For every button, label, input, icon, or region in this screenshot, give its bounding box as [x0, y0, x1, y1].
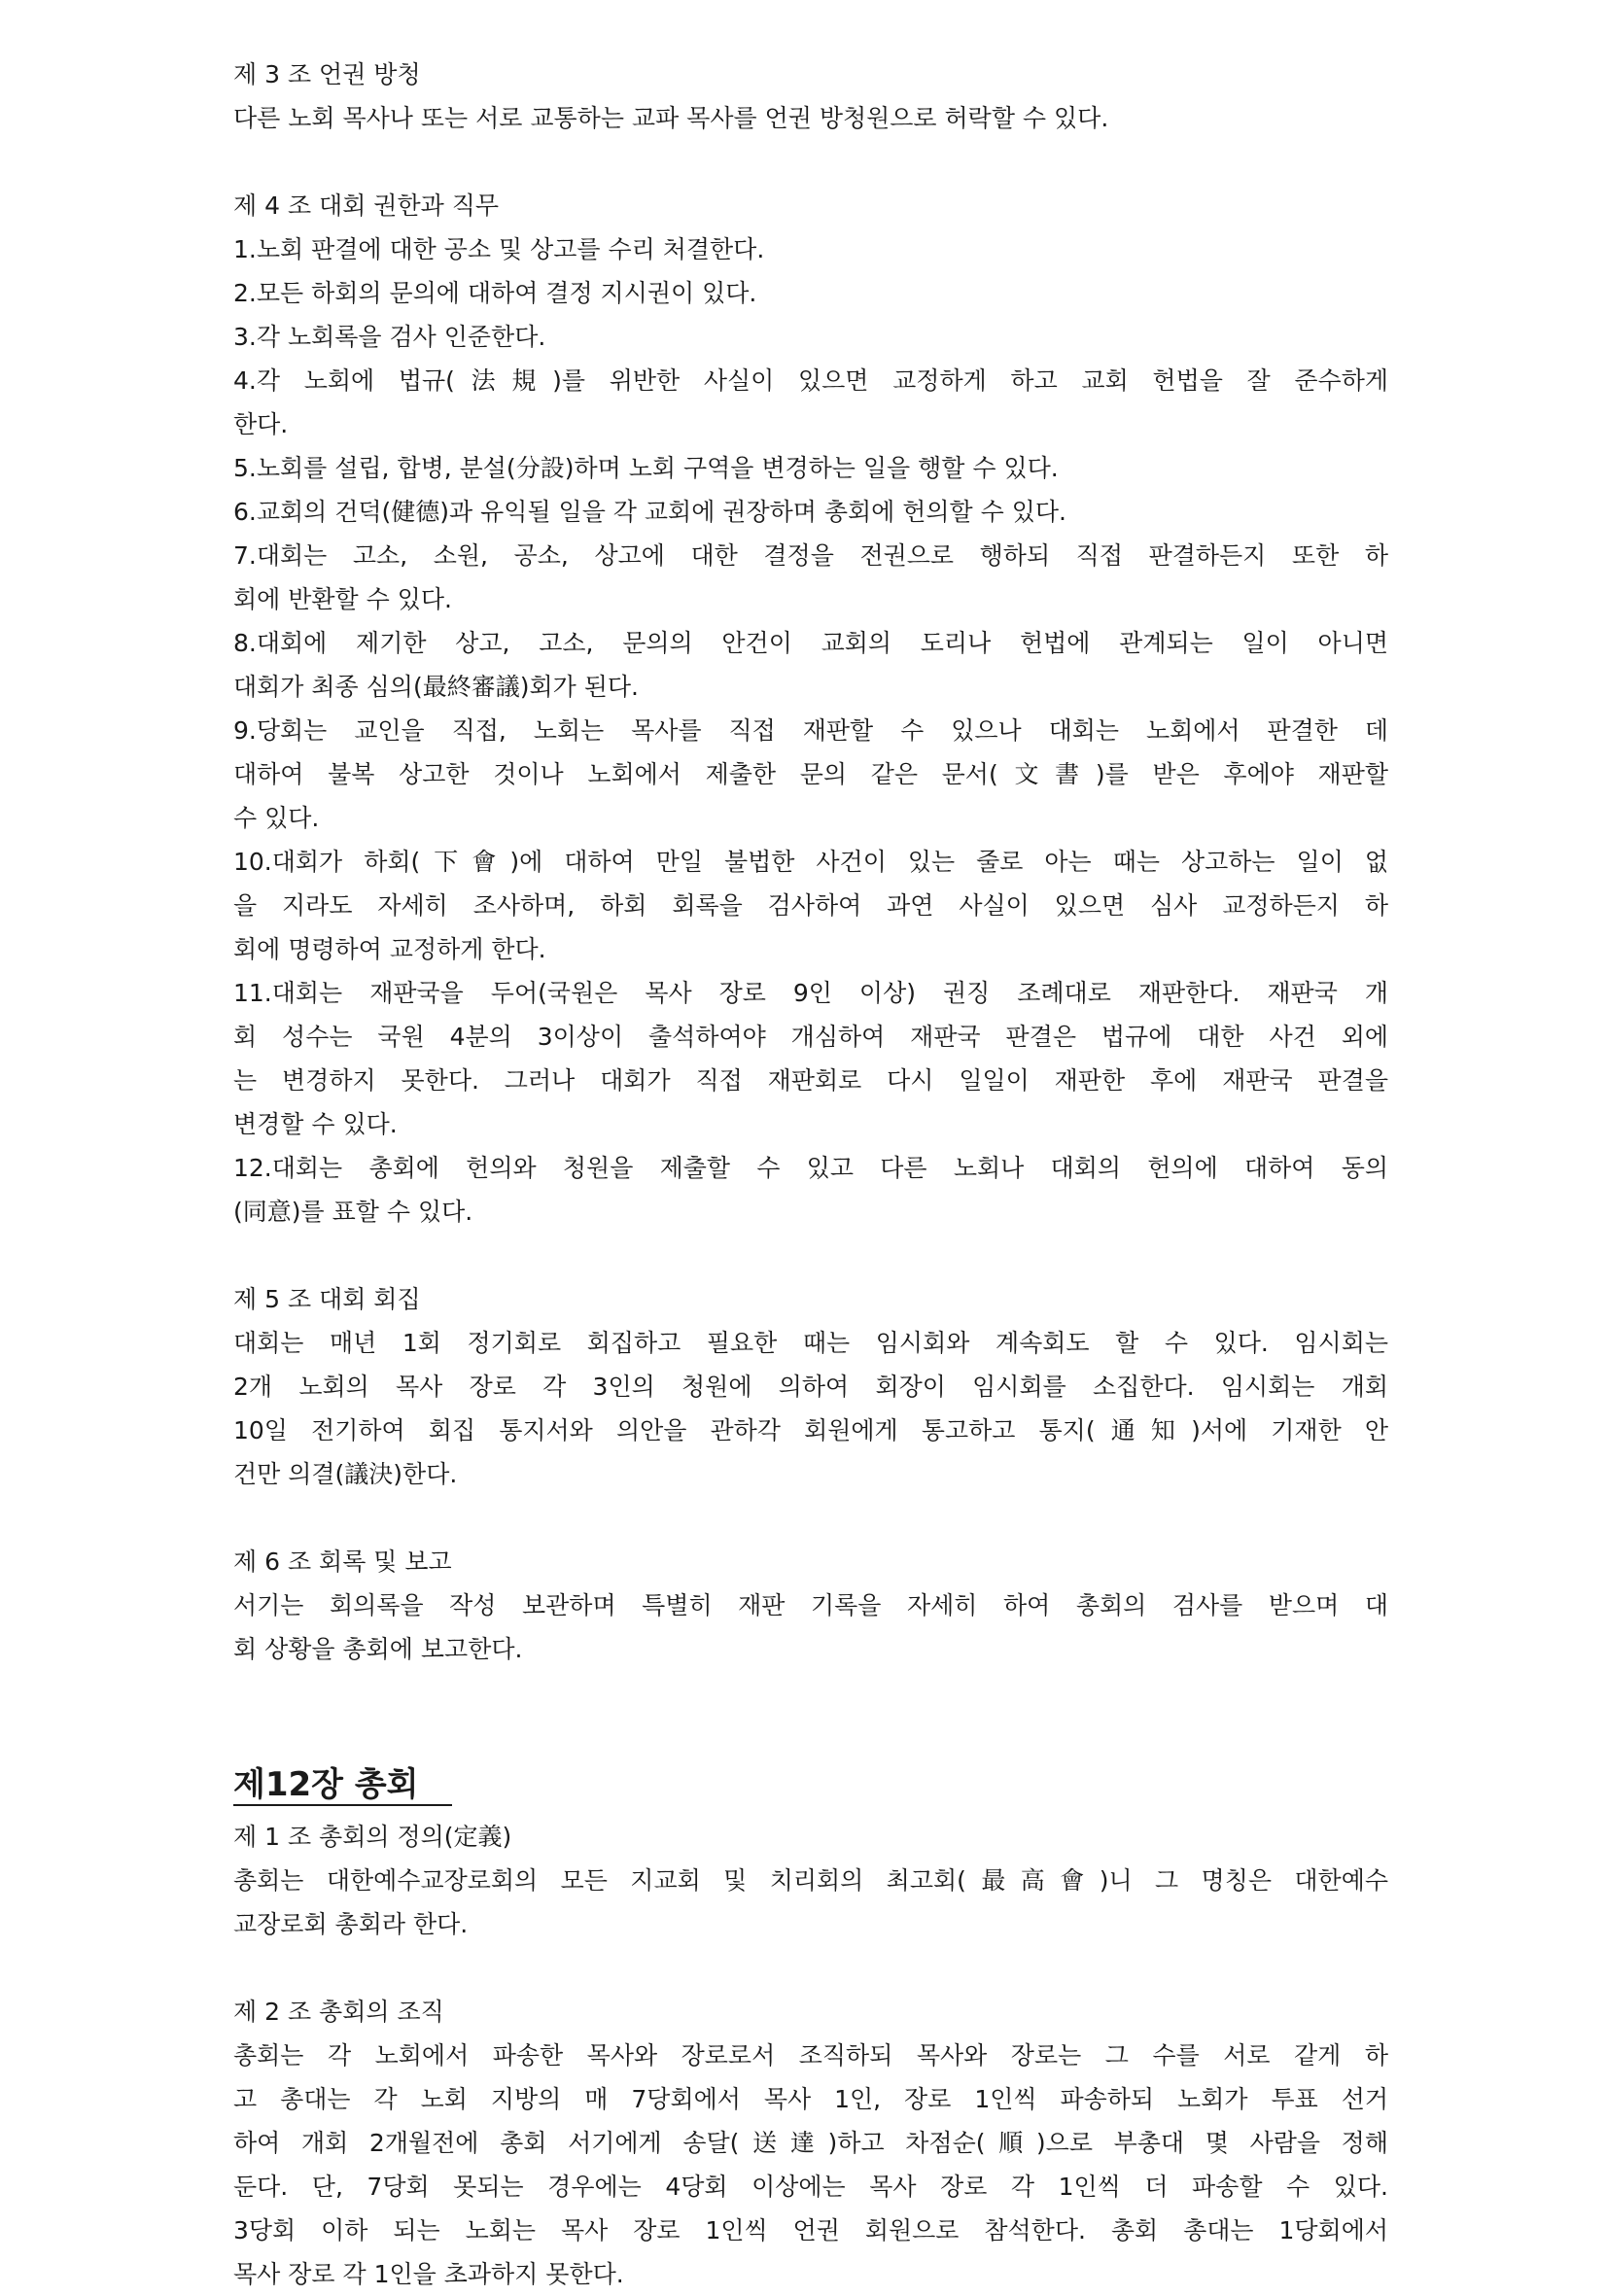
chapter-heading — [233, 1758, 1388, 1812]
article-text-line: 다른 노회 목사나 또는 서로 교통하는 교파 목사를 언권 방청원으로 허락할 수 있다. — [233, 104, 1109, 132]
article-text-line: 변경할 수 있다. — [233, 1110, 398, 1138]
article-text-line: 10일 전기하여 회집 통지서와 의안을 관하각 회원에게 통고하고 통지(通知)서에 기재한 안 — [233, 1416, 1388, 1444]
chapter-article-1 — [233, 1815, 1388, 1946]
article-text-line: 회에 명령하여 교정하게 한다. — [233, 935, 546, 963]
article-title: 제 3 조 언권 방청 — [233, 60, 421, 88]
article-title: 제 2 조 총회의 조직 — [233, 1998, 444, 2026]
article-text-line: 5.노회를 설립, 합병, 분설(分設)하며 노회 구역을 변경하는 일을 행할 수 있다. — [233, 454, 1059, 482]
article-text-line: 2.모든 하회의 문의에 대하여 결정 지시권이 있다. — [233, 279, 757, 307]
article-text-line: 는 변경하지 못한다. 그러나 대회가 직접 재판회로 다시 일일이 재판한 후에 재판국 판결을 — [233, 1066, 1388, 1095]
article-text-line: (同意)를 표할 수 있다. — [233, 1198, 473, 1226]
article-text-line: 2개 노회의 목사 장로 각 3인의 청원에 의하여 회장이 임시회를 소집한다. 임시회는 개회 — [233, 1373, 1388, 1401]
article-text-line: 대회는 매년 1회 정기회로 회집하고 필요한 때는 임시회와 계속회도 할 수 있다. 임시회는 — [233, 1329, 1388, 1357]
article-text-line: 12.대회는 총회에 헌의와 청원을 제출할 수 있고 다른 노회나 대회의 헌의에 대하여 동의 — [233, 1154, 1388, 1182]
article-text-line: 6.교회의 건덕(健德)과 유익될 일을 각 교회에 권장하며 총회에 헌의할 수 있다. — [233, 498, 1066, 526]
article-text-line: 11.대회는 재판국을 두어(국원은 목사 장로 9인 이상) 권징 조례대로 재판한다. 재판국 개 — [233, 979, 1388, 1007]
article-text-line: 회 성수는 국원 4분의 3이상이 출석하여야 개심하여 재판국 판결은 법규에 대한 사건 외에 — [233, 1023, 1388, 1051]
article-title: 제 4 조 대회 권한과 직무 — [233, 191, 499, 220]
article-text-line: 3.각 노회록을 검사 인준한다. — [233, 323, 546, 351]
article-text-line: 서기는 회의록을 작성 보관하며 특별히 재판 기록을 자세히 하여 총회의 검사를 받으며 대 — [233, 1591, 1388, 1619]
article-text-line: 4.각 노회에 법규(法規)를 위반한 사실이 있으면 교정하게 하고 교회 헌법을 잘 준수하게 — [233, 366, 1388, 395]
article-text-line: 총회는 대한예수교장로회의 모든 지교회 및 치리회의 최고회(最高會)니 그 명칭은 대한예수 — [233, 1866, 1388, 1895]
article-text-line: 목사 장로 각 1인을 초과하지 못한다. — [233, 2260, 624, 2288]
chapter-title: 제12장 총회 — [233, 1765, 452, 1806]
article-text-line: 건만 의결(議決)한다. — [233, 1460, 458, 1488]
article-text-line: 8.대회에 제기한 상고, 고소, 문의의 안건이 교회의 도리나 헌법에 관계되는 일이 아니면 — [233, 629, 1388, 657]
article-title: 제 6 조 회록 및 보고 — [233, 1548, 452, 1576]
article-text-line: 고 총대는 각 노회 지방의 매 7당회에서 목사 1인, 장로 1인씩 파송하되 노회가 투표 선거 — [233, 2085, 1388, 2113]
article-3 — [233, 52, 1388, 140]
article-text-line: 수 있다. — [233, 804, 320, 832]
article-text-line: 회 상황을 총회에 보고한다. — [233, 1635, 523, 1663]
article-text-line: 1.노회 판결에 대한 공소 및 상고를 수리 처결한다. — [233, 235, 765, 263]
article-text-line: 둔다. 단, 7당회 못되는 경우에는 4당회 이상에는 목사 장로 각 1인씩 더 파송할 수 있다. — [233, 2173, 1388, 2201]
article-text-line: 7.대회는 고소, 소원, 공소, 상고에 대한 결정을 전권으로 행하되 직접 판결하든지 또한 하 — [233, 541, 1388, 570]
article-text-line: 하여 개회 2개월전에 총회 서기에게 송달(送達)하고 차점순(順)으로 부총대 몇 사람을 정해 — [233, 2129, 1388, 2157]
article-text-line: 회에 반환할 수 있다. — [233, 585, 452, 613]
document-page — [233, 52, 1388, 2296]
article-text-line: 한다. — [233, 410, 289, 438]
article-text-line: 10.대회가 하회(下會)에 대하여 만일 불법한 사건이 있는 줄로 아는 때는 상고하는 일이 없 — [233, 848, 1388, 876]
article-4 — [233, 184, 1388, 1234]
article-text-line: 총회는 각 노회에서 파송한 목사와 장로로서 조직하되 목사와 장로는 그 수를 서로 같게 하 — [233, 2041, 1388, 2070]
article-title: 제 1 조 총회의 정의(定義) — [233, 1823, 512, 1851]
article-5 — [233, 1277, 1388, 1496]
article-text-line: 3당회 이하 되는 노회는 목사 장로 1인씩 언권 회원으로 참석한다. 총회 총대는 1당회에서 — [233, 2216, 1388, 2244]
article-6 — [233, 1540, 1388, 1671]
article-text-line: 을 지라도 자세히 조사하며, 하회 회록을 검사하여 과연 사실이 있으면 심사 교정하든지 하 — [233, 891, 1388, 920]
article-title: 제 5 조 대회 회집 — [233, 1285, 421, 1313]
chapter-article-2 — [233, 1990, 1388, 2296]
article-text-line: 9.당회는 교인을 직접, 노회는 목사를 직접 재판할 수 있으나 대회는 노회에서 판결한 데 — [233, 716, 1388, 745]
article-text-line: 교장로회 총회라 한다. — [233, 1910, 469, 1938]
article-text-line: 대하여 불복 상고한 것이나 노회에서 제출한 문의 같은 문서(文書)를 받은 후에야 재판할 — [233, 760, 1388, 788]
article-text-line: 대회가 최종 심의(最終審議)회가 된다. — [233, 673, 639, 701]
